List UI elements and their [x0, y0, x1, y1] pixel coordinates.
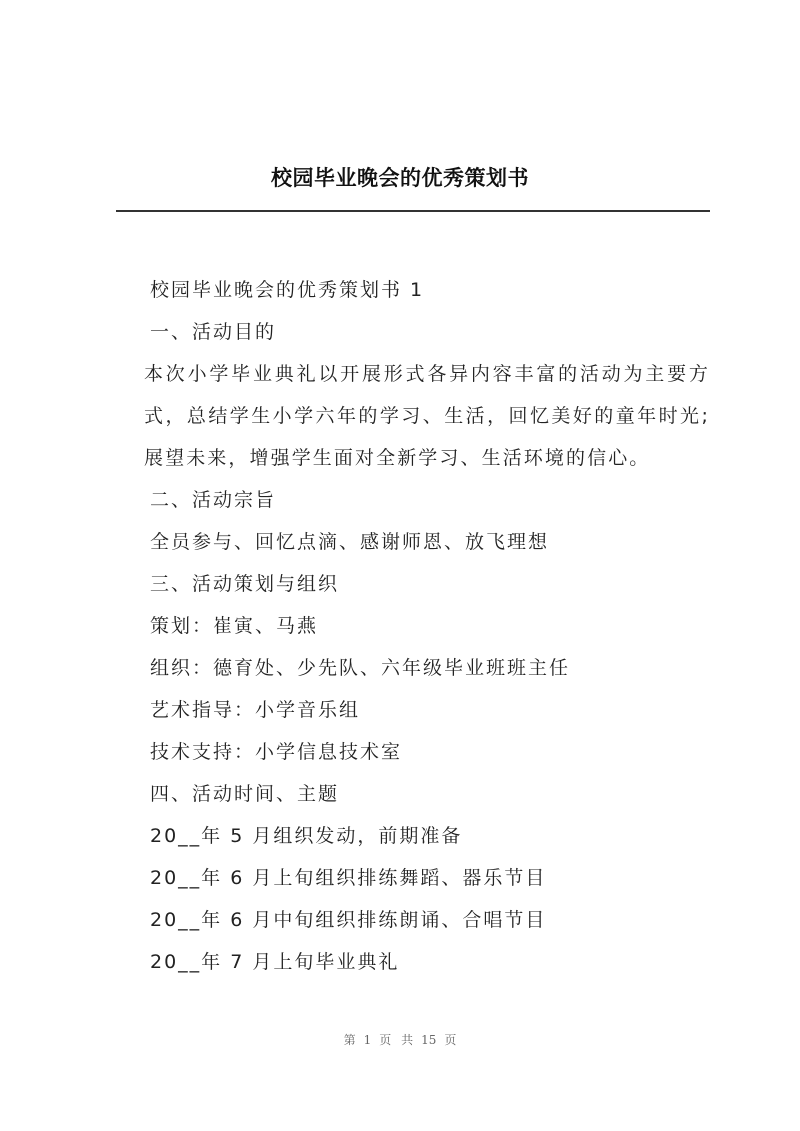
section-heading-organization: 三、活动策划与组织 [150, 573, 340, 595]
section-heading-schedule: 四、活动时间、主题 [150, 783, 340, 805]
paragraph-heading-title: 校园毕业晚会的优秀策划书 1 [150, 279, 425, 301]
document-title: 校园毕业晚会的优秀策划书 [271, 166, 529, 190]
current-page-number: 1 [363, 1033, 372, 1047]
page-label-prefix: 第 [343, 1033, 356, 1047]
schedule-item: 20__年 5 月组织发动，前期准备 [150, 825, 463, 847]
schedule-item: 20__年 6 月上旬组织排练舞蹈、器乐节目 [150, 867, 547, 889]
schedule-item: 20__年 7 月上旬毕业典礼 [150, 951, 400, 973]
schedule-item: 20__年 6 月中旬组织排练朗诵、合唱节目 [150, 909, 547, 931]
page-label-middle: 页 共 [379, 1033, 414, 1047]
title-divider [116, 210, 710, 212]
section-heading-tenet: 二、活动宗旨 [150, 489, 277, 511]
page-footer [0, 1031, 800, 1048]
paragraph-art-direction: 艺术指导：小学音乐组 [150, 699, 361, 721]
paragraph-tech-support: 技术支持：小学信息技术室 [150, 741, 403, 763]
paragraph-planning: 策划：崔寅、马燕 [150, 615, 319, 637]
paragraph-purpose: 本次小学毕业典礼以开展形式各异内容丰富的活动为主要方式，总结学生小学六年的学习、生活，回忆美好的童年时光;展望未来，增强学生面对全新学习、生活环境的信心。 [144, 363, 710, 469]
total-pages-number: 15 [421, 1033, 437, 1047]
document-body [144, 269, 720, 983]
paragraph-tenet: 全员参与、回忆点滴、感谢师恩、放飞理想 [150, 531, 550, 553]
section-heading-purpose: 一、活动目的 [150, 321, 277, 343]
paragraph-organizers: 组织：德育处、少先队、六年级毕业班班主任 [150, 657, 571, 679]
page-label-suffix: 页 [444, 1033, 457, 1047]
